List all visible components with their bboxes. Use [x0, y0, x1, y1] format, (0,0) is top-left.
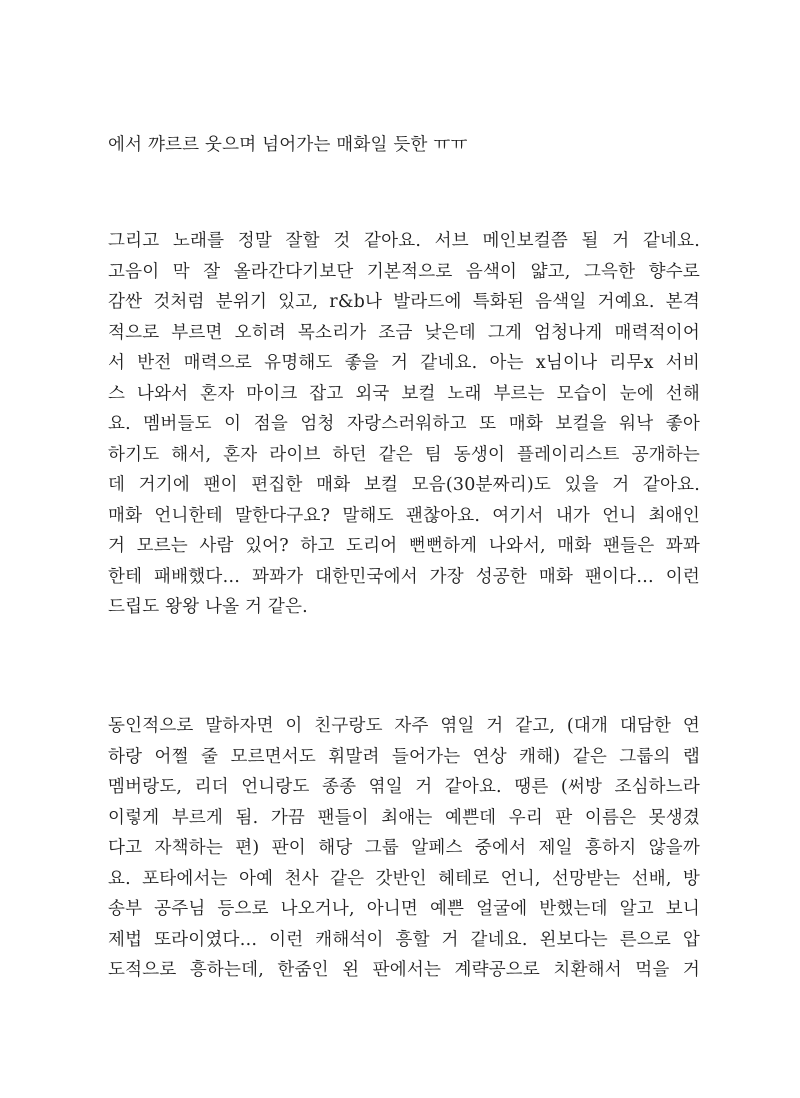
text-line: 매화 언니한테 말한다구요? 말해도 괜찮아요. 여기서 내가 언니 최애인 [108, 505, 700, 526]
text-line: 요. 멤버들도 이 점을 엄청 자랑스러워하고 또 매화 보컬을 워낙 좋아 [108, 414, 700, 434]
text-line: 에서 꺄르르 웃으며 넘어가는 매화일 듯한 ㅠㅠ [108, 135, 468, 155]
text-line: 감싼 것처럼 분위기 있고, r&b나 발라드에 특화된 음색일 거예요. 본격 [108, 292, 700, 312]
text-line: 하기도 해서, 혼자 라이브 하던 같은 팀 동생이 플레이리스트 공개하는 [108, 444, 700, 465]
text-line: 송부 공주님 등으로 나오거나, 아니면 예쁜 얼굴에 반했는데 알고 보니 [108, 899, 700, 919]
text-line: 하랑 어쩔 줄 모르면서도 휘말려 들어가는 연상 캐해) 같은 그룹의 랩 [108, 746, 700, 767]
text-line: 데 거기에 팬이 편집한 매화 보컬 모음(30분짜리)도 있을 거 같아요. [108, 475, 700, 495]
text-line: 적으로 부르면 오히려 목소리가 조금 낮은데 그게 엄청나게 매력적이어 [108, 322, 700, 343]
text-line: 도적으로 흥하는데, 한줌인 왼 판에서는 계략공으로 치환해서 먹을 거 [108, 960, 700, 980]
text-line: 드립도 왕왕 나올 거 같은. [108, 597, 308, 617]
paragraph-3 [108, 711, 700, 986]
text-line: 멤버랑도, 리더 언니랑도 종종 엮일 거 같아요. 땡른 (써방 조심하느라 [108, 777, 700, 797]
paragraph-1 [108, 130, 700, 161]
text-line: 한테 패배했다… 꽈꽈가 대한민국에서 가장 성공한 매화 팬이다… 이런 [108, 566, 700, 587]
paragraph-2 [108, 226, 700, 623]
text-line: 그리고 노래를 정말 잘할 것 같아요. 서브 메인보컬쯤 될 거 같네요. [108, 231, 700, 251]
text-line: 동인적으로 말하자면 이 친구랑도 자주 엮일 거 같고, (대개 대담한 연 [108, 716, 700, 736]
text-line: 스 나와서 혼자 마이크 잡고 외국 보컬 노래 부르는 모습이 눈에 선해 [108, 383, 700, 404]
text-line: 이렇게 부르게 됨. 가끔 팬들이 최애는 예쁜데 우리 판 이름은 못생겼 [108, 807, 700, 828]
text-line: 제법 또라이였다… 이런 캐해석이 흥할 거 같네요. 왼보다는 른으로 압 [108, 929, 700, 950]
text-line: 요. 포타에서는 아예 천사 같은 갓반인 헤테로 언니, 선망받는 선배, 방 [108, 868, 700, 889]
text-line: 서 반전 매력으로 유명해도 좋을 거 같네요. 아는 x님이나 리무x 서비 [108, 353, 700, 373]
text-line: 거 모르는 사람 있어? 하고 도리어 뻔뻔하게 나와서, 매화 팬들은 꽈꽈 [108, 536, 700, 556]
text-line: 고음이 막 잘 올라간다기보단 기본적으로 음색이 얇고, 그윽한 향수로 [108, 261, 700, 282]
text-line: 다고 자책하는 편) 판이 해당 그룹 알페스 중에서 제일 흥하지 않을까 [108, 838, 700, 858]
